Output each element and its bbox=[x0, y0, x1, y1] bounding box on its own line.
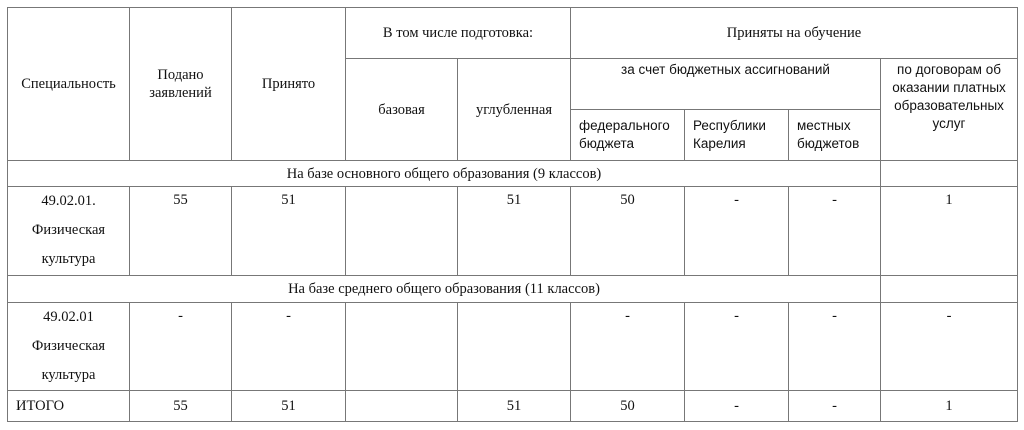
header-accepted: Принято bbox=[232, 8, 346, 161]
header-budget-group: за счет бюджетных ассигнований bbox=[571, 59, 881, 110]
header-republic: Республики Карелия bbox=[685, 110, 789, 161]
admissions-table bbox=[7, 7, 1018, 422]
applied-value: - bbox=[130, 303, 232, 391]
empty-cell bbox=[881, 161, 1018, 187]
specialty-cell bbox=[8, 187, 130, 276]
advanced-value: 51 bbox=[458, 187, 571, 276]
specialty-code: 49.02.01 bbox=[43, 309, 94, 325]
contracts-value: 1 bbox=[881, 187, 1018, 276]
republic-value: - bbox=[685, 303, 789, 391]
header-advanced: углубленная bbox=[458, 59, 571, 161]
total-republic: - bbox=[685, 391, 789, 422]
accepted-value: 51 bbox=[232, 187, 346, 276]
header-specialty: Специальность bbox=[8, 8, 130, 161]
total-accepted: 51 bbox=[232, 391, 346, 422]
total-advanced: 51 bbox=[458, 391, 571, 422]
total-federal: 50 bbox=[571, 391, 685, 422]
empty-cell bbox=[881, 276, 1018, 303]
section-title: На базе основного общего образования (9 классов) bbox=[8, 161, 881, 187]
header-applied: Подано заявлений bbox=[130, 8, 232, 161]
specialty-cell bbox=[8, 303, 130, 391]
specialty-name-line: Физическая bbox=[31, 338, 106, 354]
section-title-row bbox=[8, 276, 1018, 303]
total-local: - bbox=[789, 391, 881, 422]
contracts-value: - bbox=[881, 303, 1018, 391]
section-title: На базе среднего общего образования (11 классов) bbox=[8, 276, 881, 303]
local-value: - bbox=[789, 303, 881, 391]
section-title-row bbox=[8, 161, 1018, 187]
total-basic bbox=[346, 391, 458, 422]
table-row bbox=[8, 187, 1018, 276]
header-federal: федерального бюджета bbox=[571, 110, 685, 161]
advanced-value bbox=[458, 303, 571, 391]
total-row bbox=[8, 391, 1018, 422]
basic-value bbox=[346, 187, 458, 276]
accepted-value: - bbox=[232, 303, 346, 391]
federal-value: 50 bbox=[571, 187, 685, 276]
specialty-name-line: Физическая bbox=[31, 222, 106, 238]
header-contracts: по договорам об оказании платных образовательных услуг bbox=[881, 59, 1018, 161]
specialty-name-line: культура bbox=[41, 251, 96, 267]
header-basic: базовая bbox=[346, 59, 458, 161]
table-row bbox=[8, 303, 1018, 391]
header-admitted-group: Приняты на обучение bbox=[571, 8, 1018, 59]
total-applied: 55 bbox=[130, 391, 232, 422]
applied-value: 55 bbox=[130, 187, 232, 276]
header-training-group: В том числе подготовка: bbox=[346, 8, 571, 59]
specialty-name-line: культура bbox=[41, 367, 96, 383]
republic-value: - bbox=[685, 187, 789, 276]
header-local: местных бюджетов bbox=[789, 110, 881, 161]
total-contracts: 1 bbox=[881, 391, 1018, 422]
local-value: - bbox=[789, 187, 881, 276]
specialty-code: 49.02.01. bbox=[41, 193, 96, 209]
total-label: ИТОГО bbox=[8, 391, 130, 422]
federal-value: - bbox=[571, 303, 685, 391]
basic-value bbox=[346, 303, 458, 391]
